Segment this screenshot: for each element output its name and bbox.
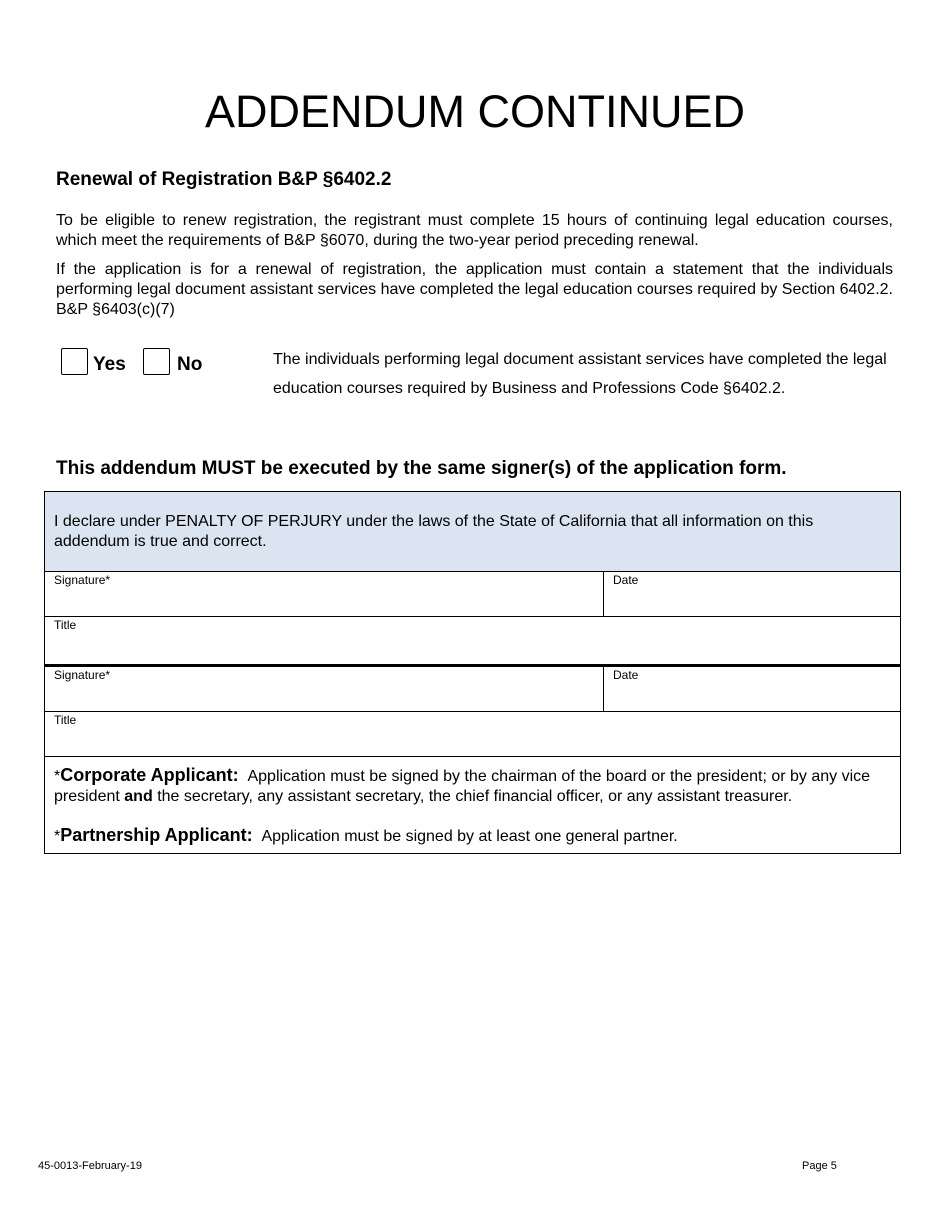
page-number: Page 5	[802, 1160, 837, 1172]
date-label: Date	[613, 573, 639, 587]
title-field-1[interactable]	[54, 634, 896, 660]
completion-statement: The individuals performing legal document assistant services have completed the legal education courses required by Business and Professions Code §6402.2.	[273, 351, 887, 397]
signature-field-1[interactable]	[54, 589, 598, 615]
date-field-1[interactable]	[613, 589, 897, 615]
partnership-heading: Partnership Applicant:	[60, 825, 253, 845]
asterisk: *	[54, 828, 61, 845]
signature-row-1	[45, 572, 900, 617]
no-label: No	[177, 354, 203, 375]
section-heading: Renewal of Registration B&P §6402.2	[56, 169, 392, 190]
cell-divider	[603, 667, 604, 711]
no-checkbox[interactable]	[143, 348, 170, 375]
signature-field-2[interactable]	[54, 684, 598, 710]
corporate-note	[54, 765, 890, 807]
title-row-2	[45, 712, 900, 757]
signer-requirement-heading: This addendum MUST be executed by the same signer(s) of the application form.	[56, 458, 787, 479]
eligibility-paragraph: To be eligible to renew registration, the registrant must complete 15 hours of continuing legal education courses, which meet the requirements of B&P §6070, during the two-year period preceding renewal.	[56, 212, 893, 249]
cell-divider	[603, 572, 604, 616]
form-id: 45-0013-February-19	[38, 1160, 142, 1172]
date-label: Date	[613, 668, 639, 682]
signature-table	[44, 491, 901, 854]
title-label: Title	[54, 713, 77, 727]
page-title: ADDENDUM CONTINUED	[205, 86, 745, 137]
date-field-2[interactable]	[613, 684, 897, 710]
signer-notes	[45, 757, 900, 847]
renewal-statement-paragraph: If the application is for a renewal of registration, the application must contain a statement that the individuals performing legal document assistant services have completed the legal education courses required by Section 6402.2. B&P §6403(c)(7)	[56, 261, 893, 318]
signature-label: Signature*	[54, 668, 111, 682]
corporate-text-2: the secretary, any assistant secretary, the chief financial officer, or any assistant treasurer.	[157, 788, 793, 805]
yes-label: Yes	[93, 354, 126, 375]
title-row-1	[45, 617, 900, 667]
signature-row-2	[45, 667, 900, 712]
signature-label: Signature*	[54, 573, 111, 587]
partnership-text: Application must be signed by at least one general partner.	[261, 828, 678, 845]
corporate-and: and	[124, 788, 153, 805]
asterisk: *	[54, 768, 61, 785]
title-label: Title	[54, 618, 77, 632]
title-field-2[interactable]	[54, 729, 896, 755]
corporate-heading: Corporate Applicant:	[60, 765, 239, 785]
yes-checkbox[interactable]	[61, 348, 88, 375]
declaration-box: I declare under PENALTY OF PERJURY under the laws of the State of California that all information on this addendum is true and correct.	[45, 492, 900, 572]
corporate-text: Application must be signed by the chairman of the board or the president; or by any vice president	[54, 768, 871, 805]
partnership-note	[54, 825, 890, 847]
